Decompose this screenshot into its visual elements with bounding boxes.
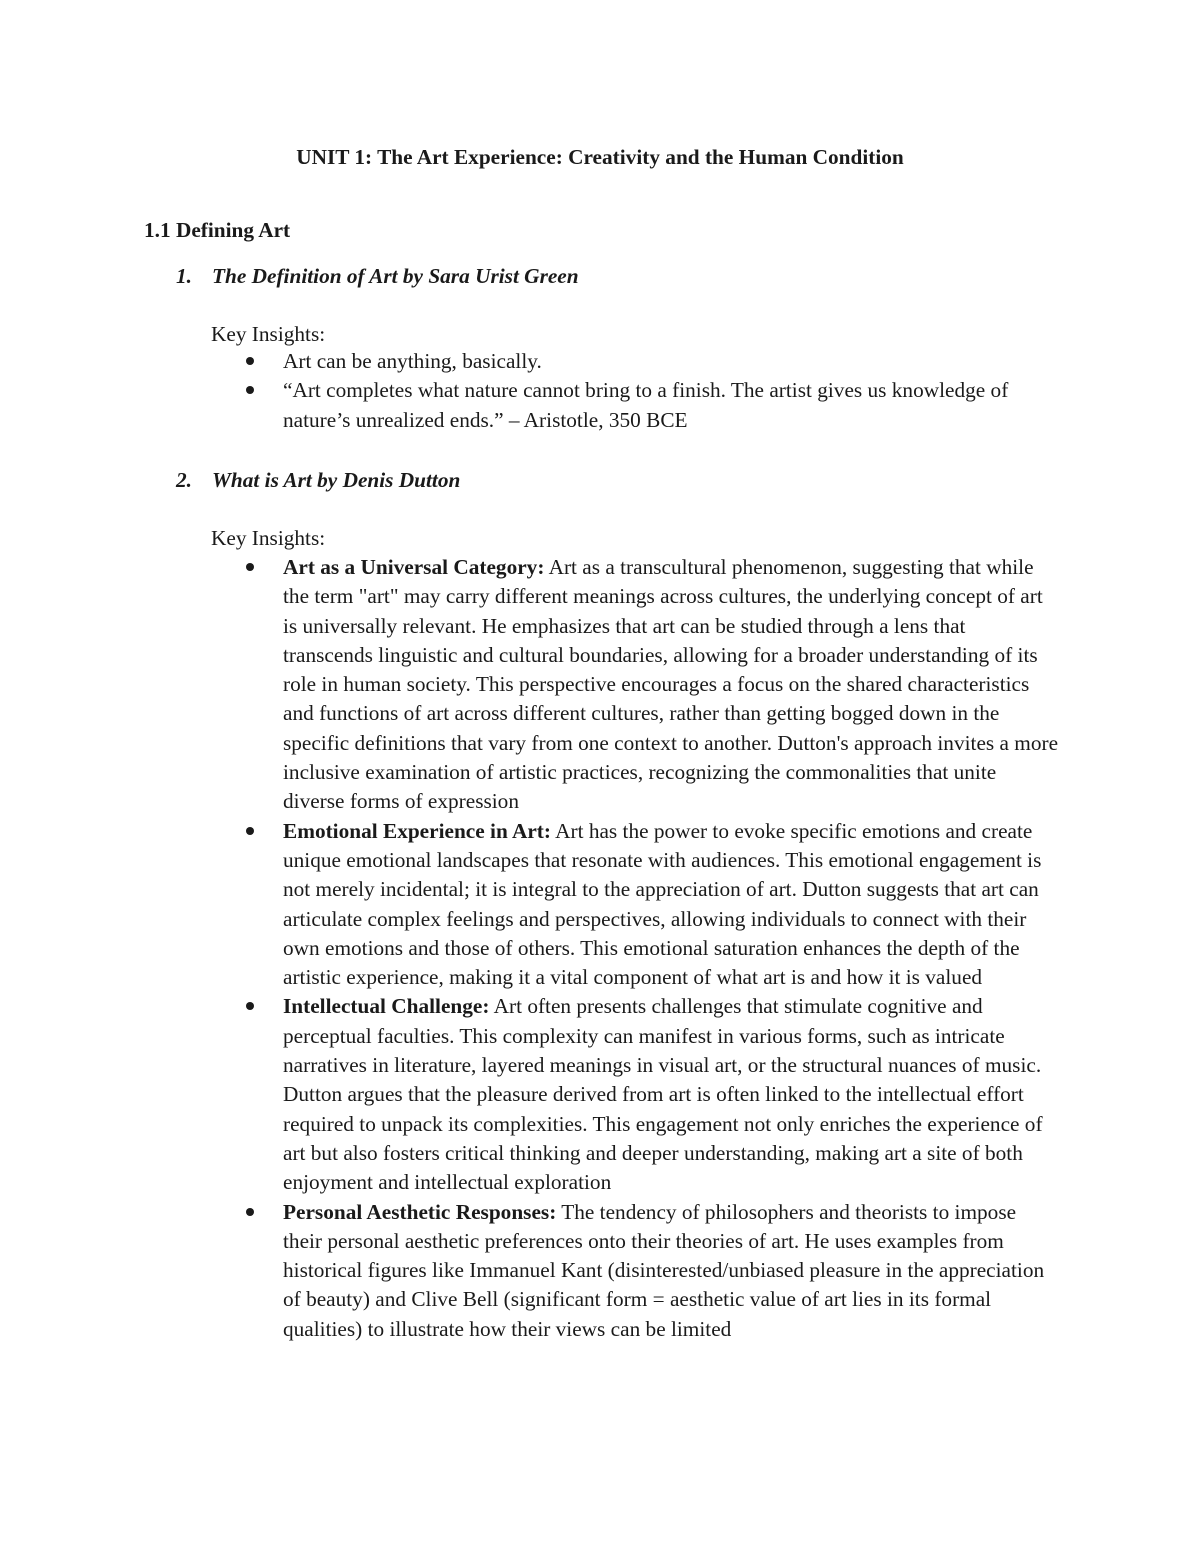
bullet-icon [246,386,254,394]
bullet-text: Art can be anything, basically. [283,349,542,373]
bullet-list-2 [0,553,1200,1344]
item-title: The Definition of Art by Sara Urist Green [212,264,579,288]
bullet-term: Art as a Universal Category: [283,555,545,579]
key-insights-label: Key Insights: [211,526,326,550]
list-item [0,1198,1200,1344]
key-insights-label: Key Insights: [211,322,326,346]
bullet-term: Intellectual Challenge: [283,994,490,1019]
item-number: 1. [176,264,192,288]
item-heading-2 [176,466,460,494]
section-heading: 1.1 Defining Art [144,218,291,242]
item-heading-1 [176,262,579,290]
bullet-text: Art often presents challenges that stimulate cognitive and perceptual faculties. This complexity can manifest in various forms, such as intricate narratives in literature, layered meanings in visual art, or the structural nuances of music. Dutton argues that the pleasure derived from art is often linked to the intellectual effort required to unpack its complexities. This engagement not only enriches the experience of art but also fosters critical thinking and deeper understanding, making art a site of both enjoyment and intellectual exploration [283,994,1043,1195]
bullet-icon [246,563,254,571]
list-item [0,553,1200,817]
bullet-icon [246,1208,254,1216]
list-item [0,817,1200,993]
bullet-text: Art has the power to evoke specific emotions and create unique emotional landscapes that resonate with audiences. This emotional engagement is not merely incidental; it is integral to the appreciation of art. Dutton suggests that art can articulate complex feelings and perspectives, allowing individuals to connect with their own emotions and those of others. This emotional saturation enhances the depth of the artistic experience, making it a vital component of what art is and how it is valued [283,818,1042,990]
document-title: UNIT 1: The Art Experience: Creativity and the Human Condition [296,145,904,169]
bullet-text: Art as a transcultural phenomenon, suggesting that while the term "art" may carry different meanings across cultures, the underlying concept of art is universally relevant. He emphasizes that art can be studied through a lens that transcends linguistic and cultural boundaries, allowing for a broader understanding of its role in human society. This perspective encourages a focus on the shared characteristics and functions of art across different cultures, rather than getting bogged down in the specific definitions that vary from one context to another. Dutton's approach invites a more inclusive examination of artistic practices, recognizing the commonalities that unite diverse forms of expression [283,555,1059,814]
bullet-text: The tendency of philosophers and theorists to impose their personal aesthetic preferences onto their theories of art. He uses examples from historical figures like Immanuel Kant (disinterested/unbiased pleasure in the appreciation of beauty) and Clive Bell (significant form = aesthetic value of art lies in its formal qualities) to illustrate how their views can be limited [283,1199,1045,1341]
bullet-text: “Art completes what nature cannot bring to a finish. The artist gives us knowledge of nature’s unrealized ends.” – Aristotle, 350 BCE [283,378,1009,432]
bullet-icon [246,1002,254,1010]
bullet-icon [246,357,254,365]
bullet-icon [246,827,254,835]
item-title: What is Art by Denis Dutton [212,468,461,492]
bullet-term: Personal Aesthetic Responses: [283,1199,557,1224]
bullet-list-1 [0,347,1200,435]
list-item [0,992,1200,1197]
list-item [0,376,1200,435]
item-number: 2. [176,468,192,492]
bullet-term: Emotional Experience in Art: [283,818,551,843]
list-item [0,347,1200,376]
